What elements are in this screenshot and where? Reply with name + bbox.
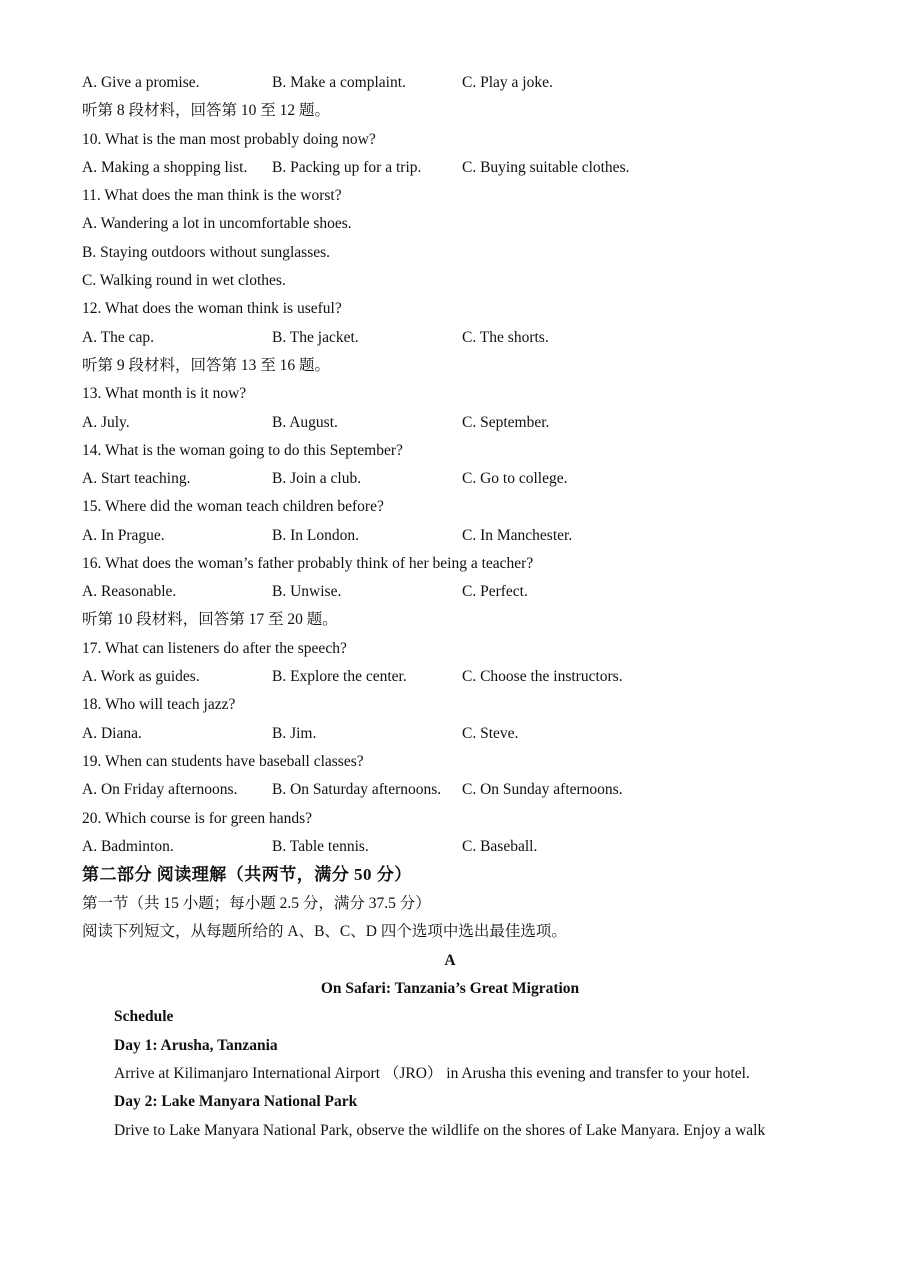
q10-option-a: A. Making a shopping list. (82, 159, 248, 176)
q16-option-b: B. Unwise. (272, 583, 342, 600)
day1-heading: Day 1: Arusha, Tanzania (114, 1037, 278, 1054)
q14-option-a: A. Start teaching. (82, 470, 191, 487)
q10-stem: 10. What is the man most probably doing now? (82, 131, 376, 148)
q11-stem: 11. What does the man think is the worst? (82, 187, 342, 204)
q19-stem: 19. When can students have baseball classes? (82, 753, 364, 770)
q17-stem: 17. What can listeners do after the speech? (82, 640, 347, 657)
q16-option-a: A. Reasonable. (82, 583, 177, 600)
passage-letter: A (444, 952, 456, 969)
q15-option-c: C. In Manchester. (462, 527, 573, 544)
q17-option-a: A. Work as guides. (82, 668, 200, 685)
q15-stem: 15. Where did the woman teach children before? (82, 498, 384, 515)
q16-option-c: C. Perfect. (462, 583, 528, 600)
passage-title: On Safari: Tanzania’s Great Migration (320, 980, 580, 997)
schedule-heading: Schedule (114, 1008, 174, 1025)
day2-heading: Day 2: Lake Manyara National Park (114, 1093, 358, 1110)
q20-stem: 20. Which course is for green hands? (82, 810, 312, 827)
q19-option-a: A. On Friday afternoons. (82, 781, 238, 798)
section10-instruction: 听第 10 段材料，回答第 17 至 20 题。 (82, 611, 338, 628)
q11-option-a: A. Wandering a lot in uncomfortable shoes. (82, 215, 352, 232)
q15-option-a: A. In Prague. (82, 527, 165, 544)
q10-option-c: C. Buying suitable clothes. (462, 159, 630, 176)
day2-text: Drive to Lake Manyara National Park, observe the wildlife on the shores of Lake Manyara. Enjoy a walk (114, 1122, 766, 1139)
q11-option-c: C. Walking round in wet clothes. (82, 272, 286, 289)
part2-subheading: 第一节（共 15 小题；每小题 2.5 分，满分 37.5 分） (82, 895, 431, 912)
q14-option-c: C. Go to college. (462, 470, 568, 487)
q18-option-b: B. Jim. (272, 725, 317, 742)
q20-option-b: B. Table tennis. (272, 838, 369, 855)
q13-option-c: C. September. (462, 414, 550, 431)
section9-instruction: 听第 9 段材料，回答第 13 至 16 题。 (82, 357, 331, 374)
q20-option-c: C. Baseball. (462, 838, 538, 855)
q9-option-a: A. Give a promise. (82, 74, 200, 91)
part2-heading: 第二部分 阅读理解（共两节，满分 50 分） (82, 865, 412, 884)
q19-option-b: B. On Saturday afternoons. (272, 781, 442, 798)
q19-option-c: C. On Sunday afternoons. (462, 781, 623, 798)
q10-option-b: B. Packing up for a trip. (272, 159, 422, 176)
q20-option-a: A. Badminton. (82, 838, 174, 855)
q14-option-b: B. Join a club. (272, 470, 362, 487)
q9-option-b: B. Make a complaint. (272, 74, 406, 91)
q13-option-a: A. July. (82, 414, 130, 431)
q17-option-b: B. Explore the center. (272, 668, 407, 685)
q12-option-a: A. The cap. (82, 329, 155, 346)
q12-option-c: C. The shorts. (462, 329, 549, 346)
q13-option-b: B. August. (272, 414, 338, 431)
q17-option-c: C. Choose the instructors. (462, 668, 623, 685)
q14-stem: 14. What is the woman going to do this September? (82, 442, 403, 459)
q13-stem: 13. What month is it now? (82, 385, 247, 402)
q16-stem: 16. What does the woman’s father probably think of her being a teacher? (82, 555, 534, 572)
section8-instruction: 听第 8 段材料，回答第 10 至 12 题。 (82, 102, 331, 119)
q12-option-b: B. The jacket. (272, 329, 359, 346)
q11-option-b: B. Staying outdoors without sunglasses. (82, 244, 331, 261)
part2-instruction: 阅读下列短文，从每题所给的 A、B、C、D 四个选项中选出最佳选项。 (82, 923, 567, 940)
q9-option-c: C. Play a joke. (462, 74, 553, 91)
q18-option-c: C. Steve. (462, 725, 519, 742)
q15-option-b: B. In London. (272, 527, 359, 544)
q18-stem: 18. Who will teach jazz? (82, 696, 236, 713)
day1-text: Arrive at Kilimanjaro International Airport （JRO） in Arusha this evening and transfer to your hotel. (114, 1065, 750, 1082)
q18-option-a: A. Diana. (82, 725, 142, 742)
q12-stem: 12. What does the woman think is useful? (82, 300, 342, 317)
